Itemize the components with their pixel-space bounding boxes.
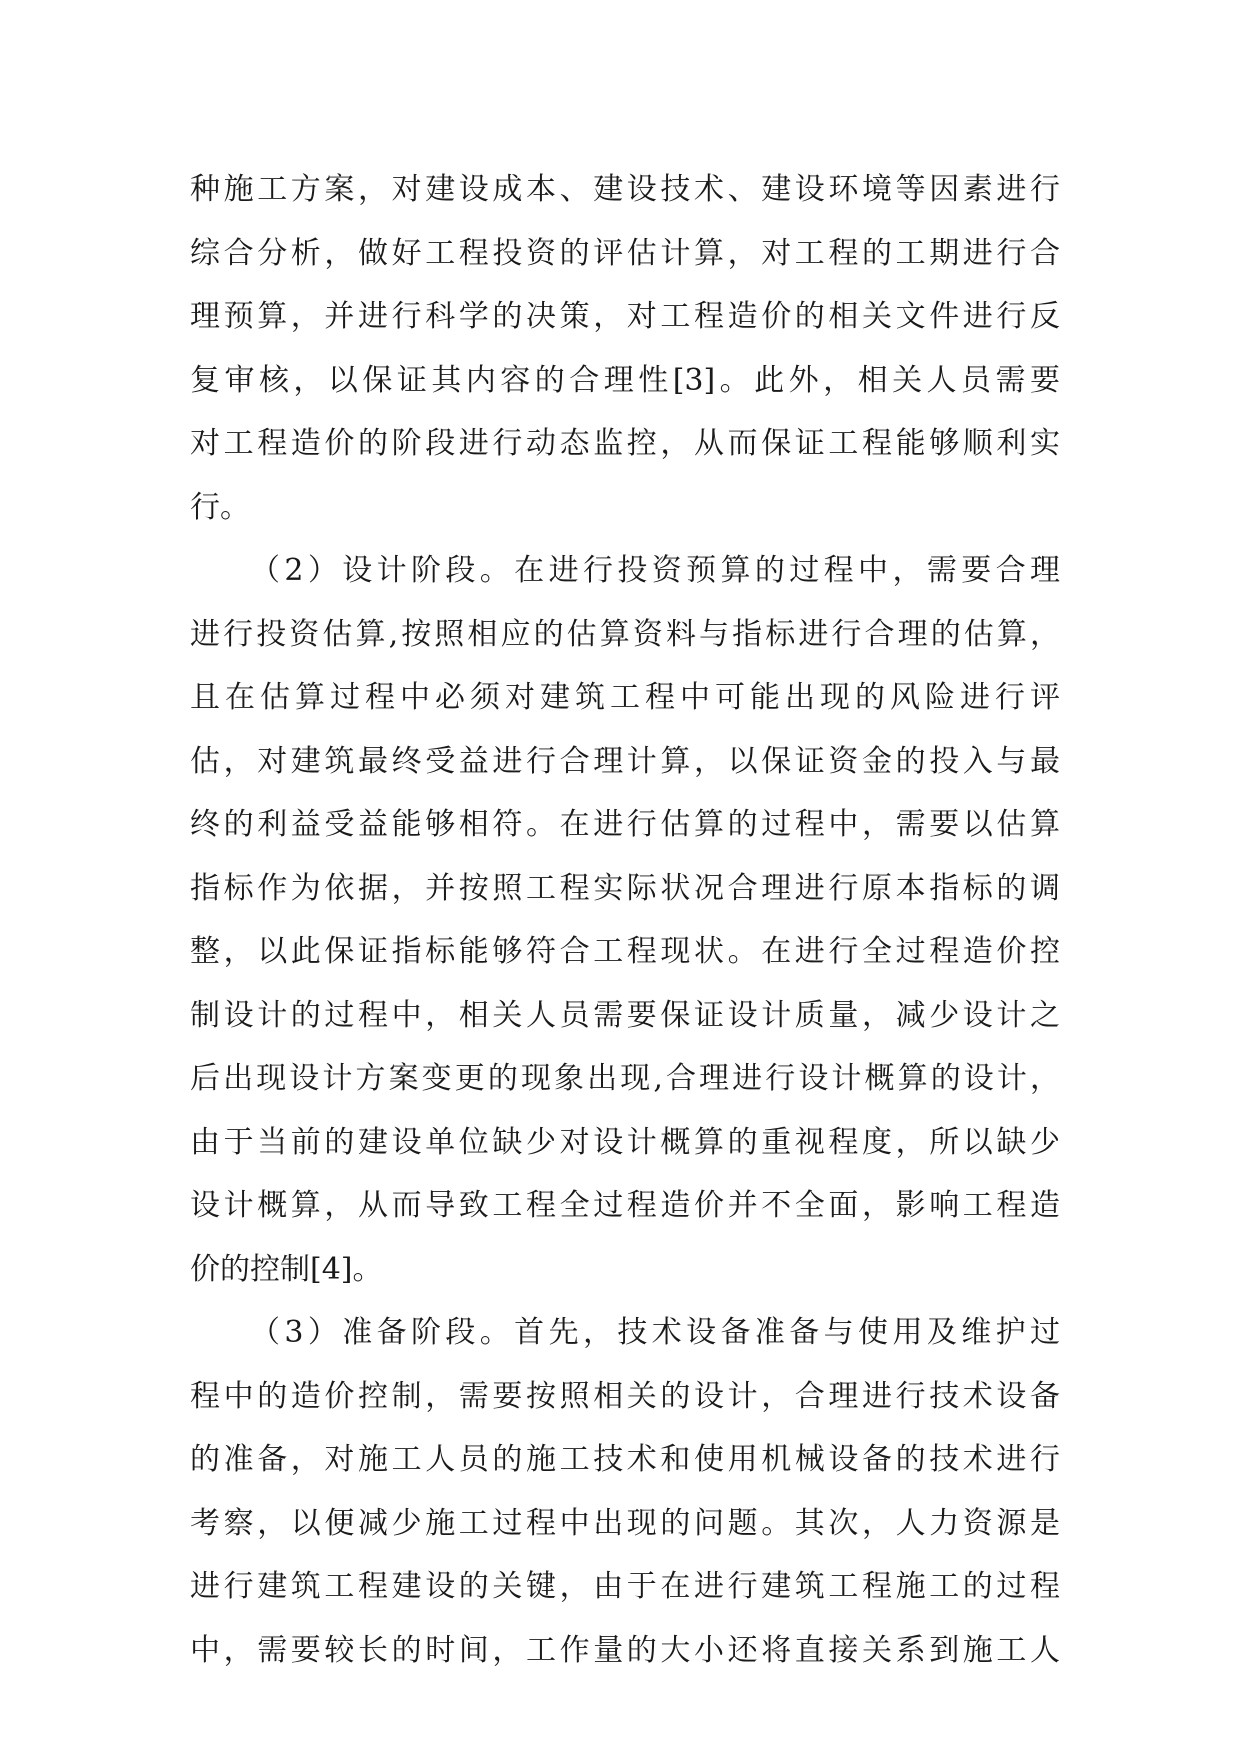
text-line: 由于当前的建设单位缺少对设计概算的重视程度，所以缺少 [190,1124,1060,1160]
text-line: 设计概算，从而导致工程全过程造价并不全面，影响工程造 [190,1188,1060,1223]
text-line: 理预算，并进行科学的决策，对工程造价的相关文件进行反 [190,299,1060,334]
text-line: 价的控制[4]。 [190,1251,383,1287]
text-line: （3）准备阶段。首先，技术设备准备与使用及维护过 [250,1315,1060,1350]
body-text [190,158,1060,1682]
text-line: 指标作为依据，并按照工程实际状况合理进行原本指标的调 [190,870,1060,906]
text-line: 考察，以便减少施工过程中出现的问题。其次，人力资源是 [190,1505,1060,1541]
text-line: 的准备，对施工人员的施工技术和使用机械设备的技术进行 [190,1442,1060,1477]
text-line: 程中的造价控制，需要按照相关的设计，合理进行技术设备 [190,1378,1060,1414]
text-line: 制设计的过程中，相关人员需要保证设计质量，减少设计之 [190,997,1060,1033]
text-line: 行。 [190,489,250,525]
text-line: 进行投资估算,按照相应的估算资料与指标进行合理的估算， [190,616,1060,652]
text-line: 复审核，以保证其内容的合理性[3]。此外，相关人员需要 [190,362,1060,398]
text-line: 对工程造价的阶段进行动态监控，从而保证工程能够顺利实 [190,426,1060,461]
text-line: 种施工方案，对建设成本、建设技术、建设环境等因素进行 [190,172,1060,207]
text-line: （2）设计阶段。在进行投资预算的过程中，需要合理 [250,553,1060,588]
text-line: 且在估算过程中必须对建筑工程中可能出现的风险进行评 [190,680,1060,715]
text-line: 中，需要较长的时间，工作量的大小还将直接关系到施工人 [190,1632,1060,1668]
text-line: 终的利益受益能够相符。在进行估算的过程中，需要以估算 [190,807,1060,842]
text-line: 综合分析，做好工程投资的评估计算，对工程的工期进行合 [190,235,1060,271]
text-line: 进行建筑工程建设的关键，由于在进行建筑工程施工的过程 [190,1569,1060,1604]
text-line: 估，对建筑最终受益进行合理计算，以保证资金的投入与最 [190,743,1060,779]
text-line: 后出现设计方案变更的现象出现,合理进行设计概算的设计， [190,1061,1060,1096]
text-line: 整，以此保证指标能够符合工程现状。在进行全过程造价控 [190,934,1060,969]
